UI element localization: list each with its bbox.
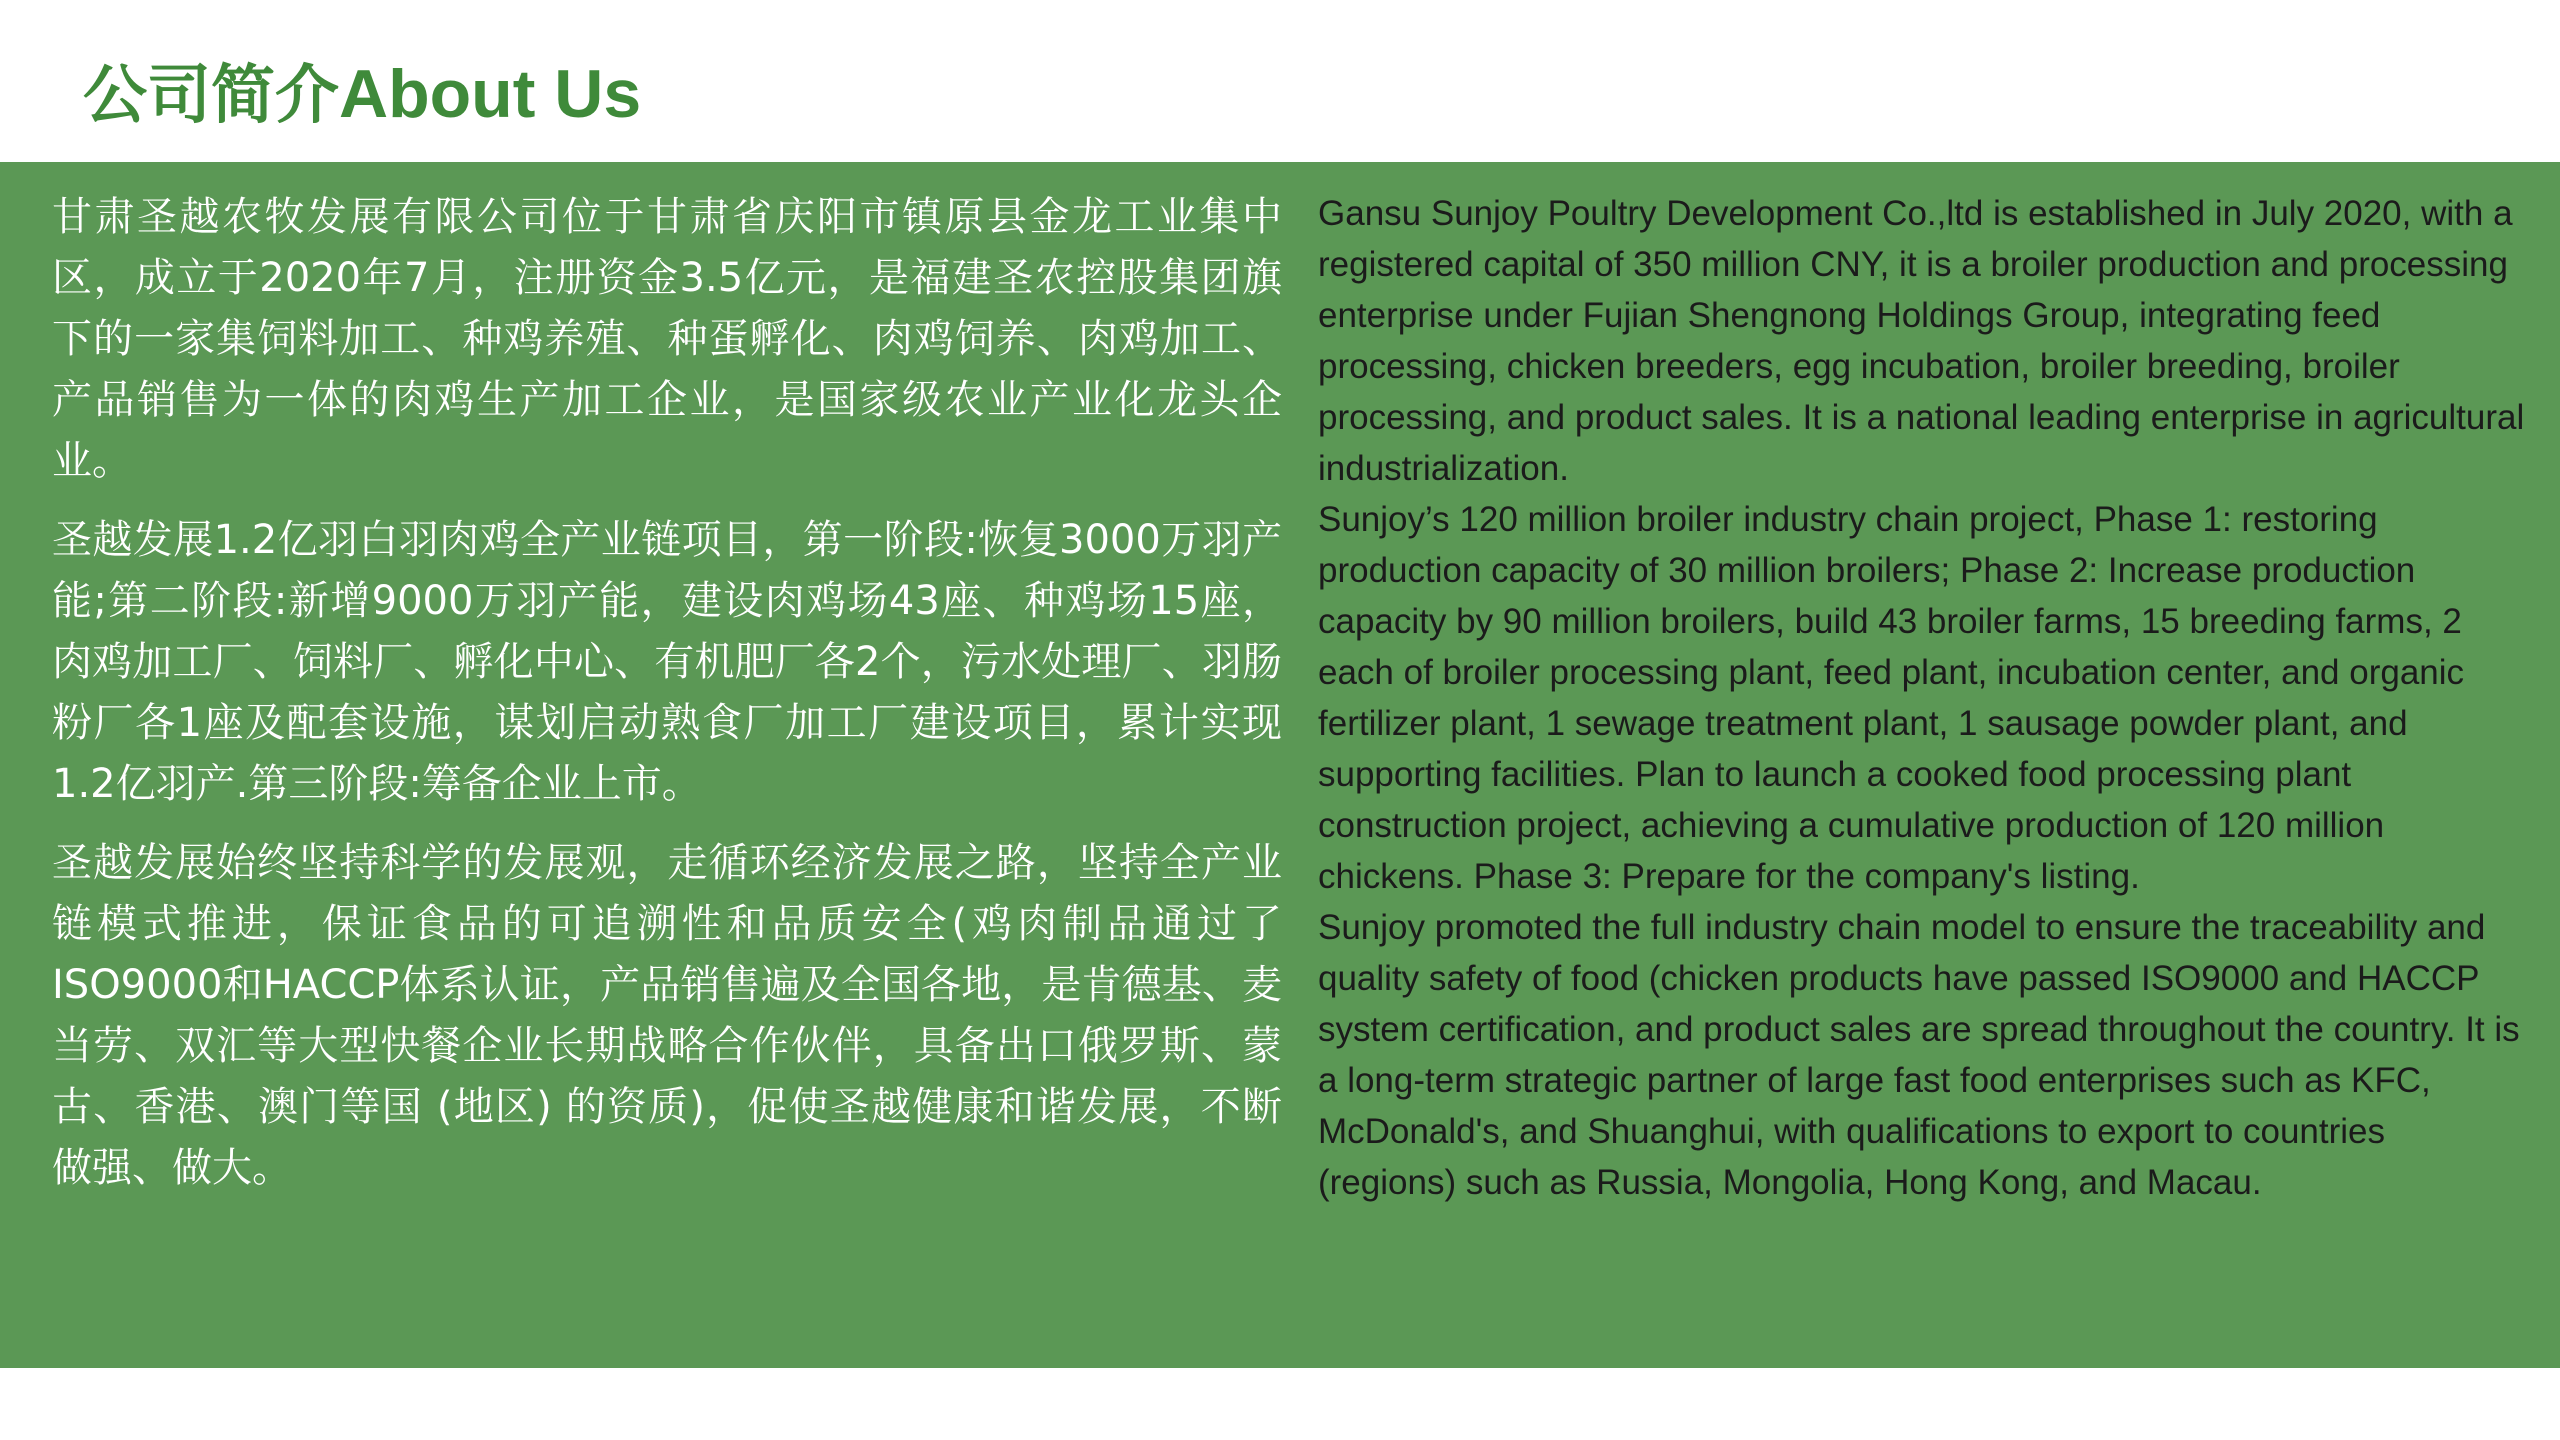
english-column bbox=[1318, 188, 2528, 1208]
chinese-column bbox=[52, 187, 1282, 1217]
zh-paragraph-intro: 甘肃圣越农牧发展有限公司位于甘肃省庆阳市镇原县金龙工业集中区，成立于2020年7月，注册资金3.5亿元，是福建圣农控股集团旗下的一家集饲料加工、种鸡养殖、种蛋孵化、肉鸡饲养、肉鸡加工、产品销售为一体的肉鸡生产加工企业，是国家级农业产业化龙头企业。 bbox=[52, 194, 1282, 484]
page-title bbox=[83, 44, 641, 144]
zh-paragraph-project: 圣越发展1.2亿羽白羽肉鸡全产业链项目，第一阶段:恢复3000万羽产能;第二阶段:新增9000万羽产能，建设肉鸡场43座、种鸡场15座，肉鸡加工厂、饲料厂、孵化中心、有机肥厂各2个，污水处理厂、羽肠粉厂各1座及配套设施，谋划启动熟食厂加工厂建设项目，累计实现1.2亿羽产.第三阶段:筹备企业上市。 bbox=[52, 517, 1282, 807]
en-paragraph-development: Sunjoy promoted the full industry chain model to ensure the traceability and quality safety of food (chicken products have passed ISO9000 and HACCP system certification, and product sales are spread throughout the country. It is a long-term strategic partner of large fast food enterprises such as KFC, McDonald's, and Shuanghui, with qualifications to export to countries (regions) such as Russia, Mongolia, Hong Kong, and Macau. bbox=[1318, 908, 2520, 1202]
page-title-zh: 公司简介 bbox=[83, 59, 339, 133]
zh-paragraph-development: 圣越发展始终坚持科学的发展观，走循环经济发展之路，坚持全产业链模式推进，保证食品的可追溯性和品质安全(鸡肉制品通过了ISO9000和HACCP体系认证，产品销售遍及全国各地，是肯德基、麦当劳、双汇等大型快餐企业长期战略合作伙伴，具备出口俄罗斯、蒙古、香港、澳门等国 (地区) 的资质)，促使圣越健康和谐发展，不断做强、做大。 bbox=[52, 840, 1282, 1191]
en-paragraph-project: Sunjoy’s 120 million broiler industry chain project, Phase 1: restoring production capacity of 30 million broilers; Phase 2: Increase production capacity by 90 million broilers, build 43 broiler farms, 15 breeding farms, 2 each of broiler processing plant, feed plant, incubation center, and organic fertilizer plant, 1 sewage treatment plant, 1 sausage powder plant, and supporting facilities. Plan to launch a cooked food processing plant construction project, achieving a cumulative production of 120 million chickens. Phase 3: Prepare for the company's listing. bbox=[1318, 500, 2465, 896]
english-text bbox=[1318, 188, 2528, 1208]
en-paragraph-intro: Gansu Sunjoy Poultry Development Co.,ltd is established in July 2020, with a registered capital of 350 million CNY, it is a broiler production and processing enterprise under Fujian Shengnong Holdings Group, integrating feed processing, chicken breeders, egg incubation, broiler breeding, broiler processing, and product sales. It is a national leading enterprise in agricultural industrialization. bbox=[1318, 194, 2525, 488]
page-title-en: About Us bbox=[339, 56, 642, 132]
